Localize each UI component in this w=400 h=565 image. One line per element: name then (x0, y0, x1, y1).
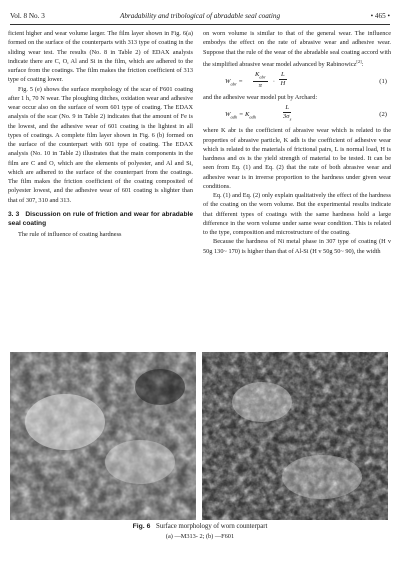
paragraph: ficient higher and wear volume larger. The film layer shown in Fig. 6(a) formed on the surface of the counterparts with 313 type of coating in the sliding wear test. The results (No. 8 in Table 2) of EDAX analysis indicate there are C, O, Al and Si in the film, which are adhered to the surface from the coatings. The film makes the friction coefficient of 313 type of coating lower. (8, 30, 193, 84)
journal-volume: Vol. 8 No. 3 (10, 12, 45, 20)
section-number: 3. 3 (8, 210, 20, 218)
figure-6-photos (10, 352, 388, 520)
equation-number: (2) (379, 111, 387, 119)
section-heading (8, 210, 193, 228)
right-column (203, 29, 391, 256)
equation-2: $W_{adh} = K_{adh}$ $\frac{L}{3\sigma_s}$ (2) (225, 104, 387, 122)
figure-title: Surface morphology of worn counterpart (156, 523, 268, 530)
paragraph: on worn volume is similar to that of the general wear. The influence embodys the effect on the rate of abrasive wear and adhesive wear. Suppose that the rule of the wear of the abradable seal coating accord with the simplified abrasive wear model advanced by Rabinowicz[2]: (203, 30, 391, 68)
figure-label: Fig. 6 (132, 523, 151, 530)
page-number: • 465 • (370, 12, 390, 20)
figure-caption (0, 522, 400, 532)
running-header (10, 10, 390, 25)
sem-micrograph-a (10, 352, 196, 520)
paragraph: Eq. (1) and Eq. (2) only explain qualitatively the effect of the hardness of the coating on the worn volume. But the experimental results indicate that different types of coatings with the same hardness hold a large difference in the worn volume under same wear condition. This is related to the type, composition and microstructure of the coating. (203, 192, 391, 237)
citation-ref: [2] (356, 58, 362, 64)
paragraph: The rule of influence of coating hardness (18, 230, 122, 238)
left-column (8, 29, 193, 239)
paragraph: where K abr is the coefficient of abrasive wear which is related to the properties of abrasive particle, K adh is the coefficient of adhesive wear which is related to the materials of frictional pairs, L is normal load, H is hardness and σs is the yield strength of material to be tested. It can be seen from Eq. (1) and Eq. (2) that the rate of both abrasive wear and adhesive wear is in inverse proportion to the hardness under given wear conditions. (203, 127, 391, 190)
sem-micrograph-b (202, 352, 388, 520)
equation-1: $W_{abr}$ = $K_{abr}$ π · $\frac{L}{H}$ (1) (225, 71, 387, 90)
paragraph: Because the hardness of Ni metal phase in 307 type of coating (H v 50g 130~ 170) is higher than that of Al-Si (H v 50g 50~ 90), the width (203, 238, 391, 255)
equation-number: (1) (379, 78, 387, 86)
section-title: Discussion on rule of friction and wear for abradable seal coating (8, 210, 193, 227)
figure-subcaption: (a) —M313- 2; (b) —F601 (165, 533, 235, 540)
running-title: Abradability and tribological of abradable seal coating (119, 12, 281, 20)
paragraph: Fig. 5 (e) shows the surface morphology of the scar of F601 coating after 1 h, 70 N wear. The ploughing ditches, oxidation wear and adhesive wear occur also on the surface of worn 601 type of coating. The EDAX analysis of the scar (No. 9 in Table 2) indicates that the amount of Fe is the lowest, and the adhesive wear of 601 coating is the lightest in all types of coatings. A complete film layer shown in Fig. 6 (b) formed on the surface of the counterpart with 601 type of coating. The EDAX analysis (No. 10 in Table 2) illustrates that the main components in the film are C and O, which are the elements of polyester, and Al and Si, which are adhered to the surface of the counterpart from the coatings. The film makes the friction coefficient of the coating composited of polyester lowest, and the adhesive wear of 601 coating is slighter than that of 307, 310 and 313. (8, 85, 193, 204)
paragraph: and the adhesive wear model put by Archard: (203, 94, 318, 102)
